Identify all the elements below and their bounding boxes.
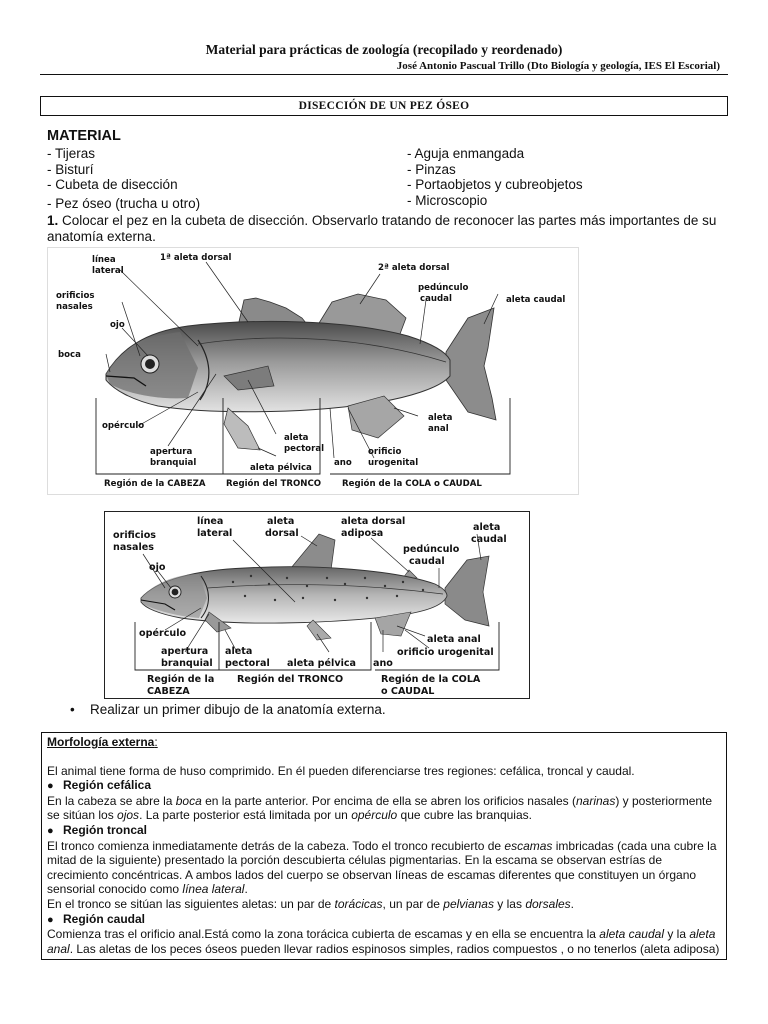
label-linea-lateral: línea — [92, 255, 116, 265]
bullet-icon: ● — [47, 780, 54, 793]
region-cabeza: Región de la CABEZA — [104, 479, 206, 489]
material-list-left — [47, 146, 200, 211]
label-linea-lateral: lateral — [92, 266, 124, 276]
label-aleta-caudal: aleta — [473, 522, 501, 533]
label-apertura-branquial: branquial — [161, 658, 213, 669]
label-aleta-pectoral: aleta — [225, 646, 253, 657]
label-orificio-urogenital: orificio — [368, 447, 402, 457]
label-ano: ano — [334, 458, 352, 468]
label-ojo: ojo — [110, 320, 125, 330]
label-aleta-caudal: caudal — [471, 534, 507, 545]
region-cabeza: CABEZA — [147, 686, 190, 697]
header-rule — [40, 74, 728, 75]
bullet-icon: ● — [47, 913, 54, 926]
region-cabeza: Región de la — [147, 674, 215, 685]
material-heading: MATERIAL — [47, 128, 121, 144]
section-caudal-text: Comienza tras el orificio anal.Está como la zona torácica cubierta de escamas y en ella se encuentra la aleta caudal y la aleta anal. Las aletas de los peces óseos pueden llevar radios espinosos simples, radios compuestos , o no tenerlos (aleta adiposa) — [47, 927, 720, 956]
trout-dorsal-fin — [291, 534, 335, 570]
label-aleta-dorsal-adiposa: adiposa — [341, 528, 384, 539]
label-pedunculo-caudal: pedúnculo — [403, 544, 460, 555]
label-first-dorsal-fin: 1ª aleta dorsal — [160, 253, 232, 263]
label-apertura-branquial: branquial — [150, 458, 197, 468]
material-item: - Portaobjetos y cubreobjetos — [407, 177, 583, 192]
label-orificios-nasales: orificios — [56, 291, 95, 301]
section-troncal-text: El tronco comienza inmediatamente detrás de la cabeza. Todo el tronco recubierto de escamas imbricadas (cada una cubre la mitad de la siguiente) presentado la porción descubierta células pigmentarias. En la escama se observan estrías de crecimiento concéntricas. A ambos lados del cuerpo se observan líneas de escamas diferentes que constituyen un órgano sensorial conocido como línea lateral. — [47, 838, 717, 897]
label-aleta-anal: aleta anal — [427, 634, 481, 645]
morphology-box — [41, 732, 727, 960]
pupil — [145, 359, 155, 369]
bullet-icon: ● — [47, 824, 54, 837]
material-item: - Pinzas — [407, 161, 456, 177]
section-cefalica-text: En la cabeza se abre la boca en la parte anterior. Por encima de ella se abren los orificios nasales (narinas) y posteriormente se sitúan los ojos. La parte posterior está limitada por un opérculo que cubre las branquias. — [47, 793, 713, 823]
label-aleta-pectoral: pectoral — [225, 658, 270, 669]
material-item: - Pez óseo (trucha u otro) — [47, 195, 201, 211]
pelvic-fin — [224, 408, 260, 450]
material-item: - Tijeras — [47, 146, 96, 161]
step-text: Colocar el pez en la cubeta de disección. Observarlo tratando de reconocer las partes más importantes de su anatomía externa. — [47, 213, 717, 244]
trout-pupil — [172, 589, 179, 596]
header-title: Material para prácticas de zoología (recopilado y reordenado) — [205, 42, 563, 57]
label-operculo: opérculo — [102, 421, 145, 431]
bullet-icon: • — [70, 702, 75, 717]
label-aleta-pectoral: pectoral — [284, 444, 325, 454]
section-cefalica-title: ● Región cefálica — [47, 778, 152, 793]
material-item: - Aguja enmangada — [407, 146, 525, 161]
region-tronco: Región del TRONCO — [237, 674, 344, 685]
label-second-dorsal-fin: 2ª aleta dorsal — [378, 263, 450, 273]
morphology-intro: El animal tiene forma de huso comprimido. En él pueden diferenciarse tres regiones: cefálica, troncal y caudal. — [47, 763, 635, 778]
label-orificios-nasales: nasales — [56, 302, 93, 312]
label-linea-lateral: línea — [197, 516, 224, 527]
task-bullet — [70, 702, 386, 717]
label-apertura-branquial: apertura — [161, 646, 209, 657]
material-list-right — [407, 146, 583, 208]
task-text: Realizar un primer dibujo de la anatomía externa. — [90, 702, 386, 717]
label-pedunculo-caudal: caudal — [420, 294, 452, 304]
section-title: DISECCIÓN DE UN PEZ ÓSEO — [40, 96, 728, 116]
label-ano: ano — [373, 658, 393, 669]
material-item: - Microscopio — [407, 192, 488, 208]
label-orificios-nasales: orificios — [113, 530, 156, 541]
label-pedunculo-caudal: caudal — [409, 556, 445, 567]
label-aleta-pectoral: aleta — [284, 433, 309, 443]
label-boca: boca — [58, 350, 81, 360]
header-author: José Antonio Pascual Trillo (Dto Biología y geología, IES El Escorial) — [396, 60, 720, 72]
material-item: - Cubeta de disección — [47, 177, 178, 192]
step-number: 1. — [47, 213, 59, 228]
caudal-fin — [446, 308, 496, 420]
region-cola: Región de la COLA o CAUDAL — [342, 479, 482, 489]
label-orificios-nasales: nasales — [113, 542, 154, 553]
section-troncal-fins: En el tronco se sitúan las siguientes aletas: un par de torácicas, un par de pelvianas y las dorsales. — [47, 896, 575, 911]
label-apertura-branquial: apertura — [150, 447, 193, 457]
region-tronco: Región del TRONCO — [226, 479, 322, 489]
label-orificio-urogenital: urogenital — [368, 458, 419, 468]
trout-caudal-fin — [445, 556, 489, 626]
label-aleta-dorsal: dorsal — [265, 528, 299, 539]
label-aleta-pelvica: aleta pélvica — [287, 658, 357, 669]
label-pedunculo-caudal: pedúnculo — [418, 283, 469, 293]
step-1 — [47, 213, 727, 245]
perch-anatomy-figure — [47, 247, 579, 495]
label-linea-lateral: lateral — [197, 528, 233, 539]
label-orificio-urogenital: orificio urogenital — [397, 647, 494, 658]
label-ojo: ojo — [149, 562, 166, 573]
region-cola: Región de la COLA — [381, 674, 481, 685]
trout-anatomy-figure — [104, 511, 530, 699]
label-aleta-pelvica: aleta pélvica — [250, 463, 312, 473]
label-operculo: opérculo — [139, 628, 187, 639]
label-aleta-dorsal: aleta — [267, 516, 295, 527]
label-aleta-dorsal-adiposa: aleta dorsal — [341, 516, 406, 527]
label-aleta-caudal: aleta caudal — [506, 295, 566, 305]
region-cola: o CAUDAL — [381, 686, 435, 697]
morphology-heading: Morfología externa: — [47, 735, 158, 749]
label-aleta-anal: anal — [428, 424, 449, 434]
section-troncal-title: ● Región troncal — [47, 822, 148, 837]
section-caudal-title: ● Región caudal — [47, 911, 146, 926]
label-aleta-anal: aleta — [428, 413, 453, 423]
material-item: - Bisturí — [47, 161, 94, 177]
